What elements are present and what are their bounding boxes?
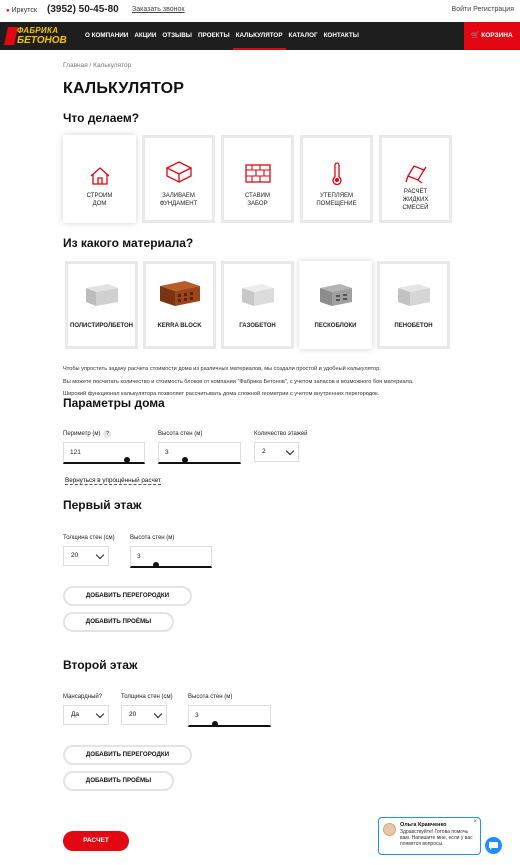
floor1-thickness-select[interactable] [63,546,109,566]
city-selector[interactable]: ● Иркутск [6,7,37,14]
action-card-foundation[interactable] [142,135,215,223]
logo-line1: ФАБРИКА [17,26,59,35]
action-label: ПОМЕЩЕНИЕ [316,201,357,207]
floor1-thickness-value: 20 [71,552,79,559]
what-title: Что делаем? [63,111,140,125]
description-line: Широкий функционал калькулятора позволяет рассчитывать дома сложной геометрии с учетом внутренних перегородок. [63,391,380,397]
phone-number[interactable]: (3952) 50-45-80 [47,4,119,15]
material-card-polystyrene[interactable] [65,261,138,349]
material-label: ПЕСКОБЛОКИ [314,323,357,329]
chat-icon [488,840,499,851]
callback-link[interactable]: Заказать звонок [132,6,185,13]
floor2-mansard-value: Да [71,711,80,718]
action-label: СМЕСЕЙ [402,205,429,211]
description-line: Вы можете посчитать количество и стоимость блоков от компании "Фабрика Бетонов", с учетом запасов и возможного боя материала. [63,378,414,385]
material-card-gas[interactable] [221,261,294,349]
gas-block-icon [238,280,278,308]
material-cards [65,261,450,349]
calculate-button[interactable]: РАСЧЕТ [63,831,129,851]
perimeter-label [63,430,111,438]
nav-item-projects[interactable]: ПРОЕКТЫ [197,32,230,39]
sand-block-icon [316,280,356,308]
chat-agent-name: Ольга Кравченко [400,822,447,828]
nav-item-catalog[interactable]: КАТАЛОГ [288,32,318,39]
mixer-icon [404,162,428,184]
floors-select[interactable] [254,442,299,462]
material-title: Из какого материала? [63,236,194,250]
chat-message: Здравствуйте! Готова помочь вам. Напишите мне, если у вас появятся вопросы. [400,829,473,847]
floor2-thickness-select[interactable] [121,705,167,725]
floor1-height-label: Высота стен (м) [130,535,175,541]
action-label: СТАВИМ [245,193,270,199]
material-label: KERRA BLOCK [157,323,202,329]
foundation-icon [165,160,193,184]
material-card-sand[interactable] [299,261,372,349]
nav-item-contacts[interactable]: КОНТАКТЫ [323,32,359,39]
perimeter-label-text: Периметр (м) [63,431,101,437]
floor2-mansard-label: Мансардный? [63,694,103,700]
cart-button[interactable] [464,22,520,50]
floor2-thickness-value: 20 [129,711,137,718]
top-bar [0,0,520,22]
floors-value: 2 [262,448,266,455]
chevron-down-icon [154,710,162,718]
floor2-title: Второй этаж [63,658,138,672]
chat-button[interactable] [485,837,502,854]
material-label: ПОЛИСТИРОЛБЕТОН [70,323,133,329]
nav-item-promos[interactable]: АКЦИИ [134,32,157,39]
action-label: ЗАЛИВАЕМ [162,193,195,199]
params-title: Параметры дома [63,396,165,410]
floor1-height-input[interactable]: 3 [130,546,212,568]
main-nav [0,22,520,50]
action-label: ЖИДКИХ [402,197,429,203]
nav-item-calculator[interactable]: КАЛЬКУЛЯТОР [233,22,286,50]
chat-popup[interactable] [378,817,481,855]
material-card-foam[interactable] [377,261,450,349]
floor1-title: Первый этаж [63,498,142,512]
thermometer-icon [330,162,344,186]
material-label: ПЕНОБЕТОН [394,323,433,329]
brick-block-icon [157,278,203,308]
floor1-thickness-label: Толщина стен (см) [63,535,115,541]
floors-label: Количество этажей [254,431,308,437]
logo-mark-icon [4,27,18,45]
action-cards [63,135,452,223]
simple-calc-link[interactable]: Вернуться в упрощённый расчет [65,477,161,484]
floor2-mansard-select[interactable] [63,705,109,725]
action-card-mixes[interactable] [379,135,452,223]
action-label: ЗАБОР [247,201,268,207]
logo[interactable] [5,25,67,47]
foam-block-icon [394,280,434,308]
page-title: КАЛЬКУЛЯТОР [63,80,185,97]
floor1-add-openings-button[interactable]: ДОБАВИТЬ ПРОЁМЫ [63,612,174,632]
breadcrumb[interactable]: Главная / Калькулятор [63,62,132,69]
wall-height-slider-handle[interactable] [182,457,188,463]
floor2-thickness-label: Толщина стен (см) [121,694,173,700]
action-label: УТЕПЛЯЕМ [319,193,354,199]
logo-line2: БЕТОНОВ [17,35,67,46]
material-label: ГАЗОБЕТОН [239,323,276,329]
chevron-down-icon [286,447,294,455]
action-label: ФУНДАМЕНТ [159,201,198,207]
house-icon [89,166,111,186]
floor2-height-slider-handle[interactable] [212,721,218,727]
floor2-add-partitions-button[interactable]: ДОБАВИТЬ ПЕРЕГОРОДКИ [63,745,192,765]
material-card-kerra[interactable] [143,261,216,349]
wall-height-label: Высота стен (м) [158,431,203,437]
wall-height-input[interactable]: 3 [158,442,241,464]
chevron-down-icon [96,710,104,718]
polystyrene-block-icon [82,280,122,308]
floor2-height-input[interactable]: 3 [188,705,271,727]
close-icon[interactable]: × [473,819,477,825]
calculator-description [63,363,413,401]
perimeter-slider-handle[interactable] [124,457,130,463]
action-label: ДОМ [92,201,107,207]
cart-icon: 🛒 [471,32,482,39]
floor2-height-label: Высота стен (м) [188,694,233,700]
auth-links[interactable]: Войти Регистрация [451,6,514,13]
nav-item-about[interactable]: О КОМПАНИИ [85,32,129,39]
fence-icon [245,162,271,184]
nav-item-reviews[interactable]: ОТЗЫВЫ [162,32,192,39]
floor2-add-openings-button[interactable]: ДОБАВИТЬ ПРОЁМЫ [63,771,174,791]
action-card-house[interactable] [63,135,136,223]
avatar [383,823,396,836]
floor1-add-partitions-button[interactable]: ДОБАВИТЬ ПЕРЕГОРОДКИ [63,586,192,606]
perimeter-input[interactable]: 121 [63,442,145,464]
action-card-fence[interactable] [221,135,294,223]
action-card-insulation[interactable] [300,135,373,223]
description-line: Чтобы упростить задачу расчета стоимости дома из различных материалов, мы создали простой и удобный калькулятор. [63,366,381,372]
cart-label: КОРЗИНА [481,32,513,39]
action-label: СТРОИМ [86,193,113,199]
action-label: РАСЧЁТ [403,189,428,195]
floor1-height-slider-handle[interactable] [153,562,159,568]
chevron-down-icon [96,551,104,559]
nav-menu [82,22,362,50]
help-icon[interactable]: ? [103,430,111,438]
